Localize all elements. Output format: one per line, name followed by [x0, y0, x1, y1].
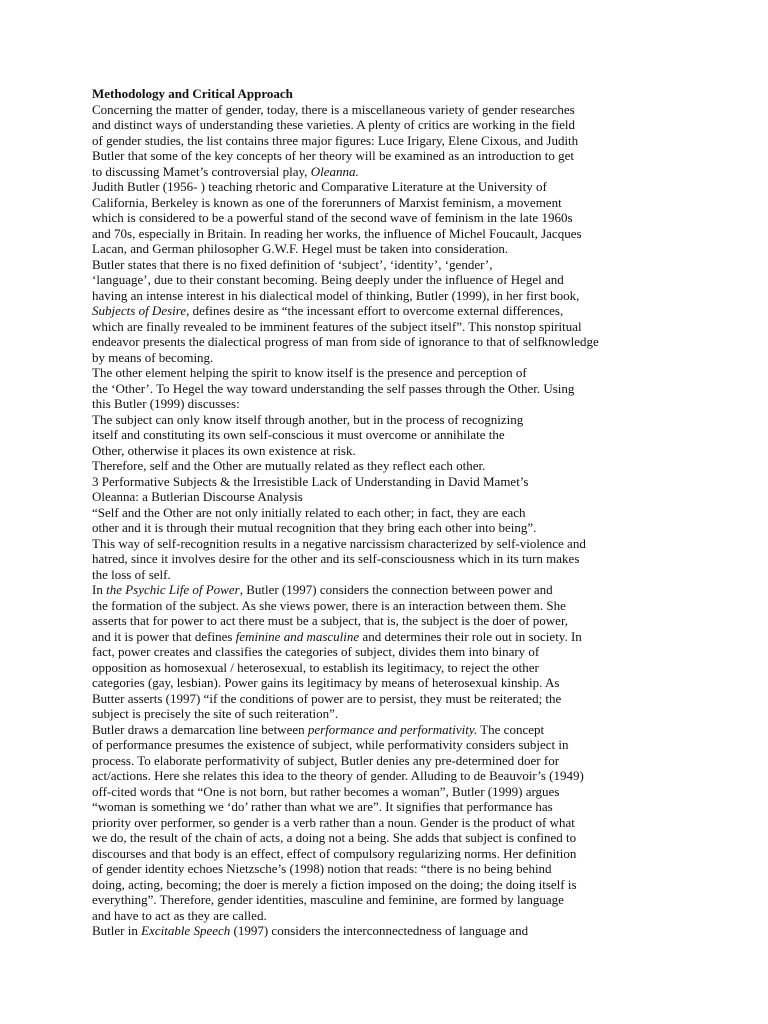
- text-segment: Other, otherwise it places its own existence at risk.: [92, 442, 356, 458]
- text-line: [92, 846, 692, 862]
- text-segment: subject is precisely the site of such reiteration”.: [92, 706, 339, 721]
- document-page: [92, 86, 692, 939]
- text-segment: we do, the result of the chain of acts, a doing not a being. She adds that subject is confined to: [92, 830, 577, 845]
- italic-text-segment: Oleanna.: [310, 163, 359, 179]
- italic-text-segment: Excitable Speech: [141, 923, 231, 938]
- section-heading: Methodology and Critical Approach: [92, 86, 293, 101]
- text-line: [92, 675, 692, 691]
- text-segment: (1997) considers the interconnectedness of language and: [230, 923, 529, 938]
- text-line: [92, 443, 692, 459]
- text-segment: of performance presumes the existence of subject, while performativity considers subject in: [92, 737, 569, 752]
- text-segment: and have to act as they are called.: [92, 907, 267, 923]
- text-segment: Butler draws a demarcation line between: [92, 721, 308, 737]
- text-line: [92, 753, 692, 769]
- text-segment: opposition as homosexual / heterosexual, to establish its legitimacy, to reject the other: [92, 659, 539, 675]
- italic-text-segment: Subjects of Desire,: [92, 303, 190, 318]
- text-line: [92, 195, 692, 211]
- text-segment: asserts that for power to act there must be a subject, that is, the subject is the doer of power,: [92, 613, 569, 628]
- text-line: [92, 660, 692, 676]
- text-line: [92, 861, 692, 877]
- text-segment: act/actions. Here she relates this idea to the theory of gender. Alluding to de Beauvoir’s (1949): [92, 768, 584, 783]
- text-line: [92, 877, 692, 893]
- text-line: [92, 923, 692, 939]
- text-segment: and 70s, especially in Britain. In reading her works, the influence of Michel Foucault, Jacques: [92, 225, 582, 241]
- text-line: [92, 706, 692, 722]
- text-line: [92, 892, 692, 908]
- text-line: [92, 815, 692, 831]
- text-segment: the loss of self.: [92, 566, 171, 582]
- text-line: [92, 582, 692, 598]
- text-segment: endeavor presents the dialectical progress of man from side of ignorance to that of selfknowledge: [92, 334, 599, 349]
- text-line: [92, 768, 692, 784]
- text-line: [92, 520, 692, 536]
- text-segment: The concept: [477, 721, 545, 737]
- text-line: [92, 474, 692, 490]
- text-segment: by means of becoming.: [92, 349, 214, 365]
- text-segment: the formation of the subject. As she views power, there is an interaction between them. She: [92, 597, 566, 613]
- text-line: [92, 226, 692, 242]
- text-segment: The subject can only know itself through another, but in the process of recognizing: [92, 411, 524, 427]
- text-segment: itself and constituting its own self-conscious it must overcome or annihilate the: [92, 427, 505, 442]
- text-line: [92, 427, 692, 443]
- text-line: [92, 908, 692, 924]
- text-segment: of gender identity echoes Nietzsche’s (1998) notion that reads: “there is no being behind: [92, 861, 552, 876]
- text-line: [92, 365, 692, 381]
- text-line: [92, 164, 692, 180]
- text-line: [92, 567, 692, 583]
- text-line: [92, 722, 692, 738]
- text-segment: Butter asserts (1997) “if the conditions of power are to persist, they must be reiterated; the: [92, 690, 562, 706]
- text-segment: ‘language’, due to their constant becoming. Being deeply under the influence of Hegel and: [92, 272, 564, 287]
- text-segment: Oleanna: a Butlerian Discourse Analysis: [92, 489, 303, 504]
- text-line: [92, 598, 692, 614]
- text-segment: categories (gay, lesbian). Power gains its legitimacy by means of heterosexual kinship. As: [92, 675, 560, 690]
- text-line: [92, 102, 692, 118]
- text-segment: the ‘Other’. To Hegel the way toward understanding the self passes through the Other. Using: [92, 380, 575, 396]
- text-segment: “Self and the Other are not only initially related to each other; in fact, they are each: [92, 504, 526, 520]
- text-segment: process. To elaborate performativity of subject, Butler denies any pre-determined doer for: [92, 752, 560, 768]
- text-line: [92, 629, 692, 645]
- text-line: [92, 319, 692, 335]
- text-line: [92, 412, 692, 428]
- text-line: [92, 303, 692, 319]
- text-line: [92, 799, 692, 815]
- text-segment: Butler states that there is no fixed definition of ‘subject’, ‘identity’, ‘gender’,: [92, 256, 493, 272]
- text-line: [92, 288, 692, 304]
- text-segment: off-cited words that “One is not born, but rather becomes a woman”, Butler (1999) argues: [92, 783, 560, 799]
- text-line: [92, 350, 692, 366]
- text-segment: everything”. Therefore, gender identities, masculine and feminine, are formed by language: [92, 892, 564, 907]
- italic-text-segment: performance and performativity.: [307, 721, 478, 737]
- text-line: [92, 505, 692, 521]
- text-segment: this Butler (1999) discusses:: [92, 396, 240, 411]
- text-line: [92, 613, 692, 629]
- text-segment: , Butler (1997) considers the connection between power and: [239, 582, 553, 597]
- text-segment: having an intense interest in his dialectical model of thinking, Butler (1999), in her first book,: [92, 287, 580, 303]
- text-segment: of gender studies, the list contains three major figures: Luce Irigary, Elene Cixous, and Judith: [92, 132, 579, 148]
- text-line: [92, 381, 692, 397]
- text-segment: In: [92, 582, 107, 597]
- text-segment: Therefore, self and the Other are mutually related as they reflect each other.: [92, 458, 486, 473]
- text-segment: “woman is something we ‘do’ rather than what we are”. It signifies that performance has: [92, 799, 553, 814]
- text-segment: and determines their role out in society. In: [359, 628, 582, 644]
- body-text: [92, 102, 692, 939]
- text-line: [92, 179, 692, 195]
- text-line: [92, 396, 692, 412]
- text-line: [92, 210, 692, 226]
- text-segment: doing, acting, becoming; the doer is merely a fiction imposed on the doing; the doing itself is: [92, 876, 577, 892]
- text-segment: which are finally revealed to be imminent features of the subject itself”. This nonstop spiritual: [92, 318, 582, 334]
- text-segment: Lacan, and German philosopher G.W.F. Hegel must be taken into consideration.: [92, 241, 509, 256]
- text-line: [92, 551, 692, 567]
- text-segment: This way of self-recognition results in a negative narcissism characterized by self-violence and: [92, 535, 586, 551]
- text-line: [92, 117, 692, 133]
- italic-text-segment: the Psychic Life of Power: [106, 582, 240, 597]
- text-segment: other and it is through their mutual recognition that they bring each other into being”.: [92, 520, 537, 535]
- text-segment: The other element helping the spirit to know itself is the presence and perception of: [92, 365, 527, 380]
- text-segment: and it is power that defines: [92, 628, 236, 644]
- text-line: [92, 737, 692, 753]
- text-segment: Judith Butler (1956- ) teaching rhetoric and Comparative Literature at the University of: [92, 179, 547, 194]
- text-line: [92, 691, 692, 707]
- text-segment: and distinct ways of understanding these varieties. A plenty of critics are working in the field: [92, 117, 576, 132]
- text-line: [92, 489, 692, 505]
- text-line: [92, 257, 692, 273]
- text-segment: Concerning the matter of gender, today, there is a miscellaneous variety of gender researches: [92, 101, 575, 117]
- text-segment: fact, power creates and classifies the categories of subject, divides them into binary of: [92, 644, 540, 659]
- text-segment: which is considered to be a powerful stand of the second wave of feminism in the late 1960s: [92, 210, 573, 225]
- text-segment: hatred, since it involves desire for the other and its self-consciousness which in its turn makes: [92, 551, 580, 566]
- text-segment: 3 Performative Subjects & the Irresistible Lack of Understanding in David Mamet’s: [92, 473, 529, 489]
- text-segment: to discussing Mamet’s controversial play,: [92, 163, 311, 179]
- text-segment: defines desire as “the incessant effort to overcome external differences,: [189, 303, 564, 318]
- italic-text-segment: feminine and masculine: [235, 628, 360, 644]
- text-segment: Butler that some of the key concepts of her theory will be examined as an introduction to get: [92, 148, 574, 163]
- text-line: [92, 830, 692, 846]
- text-line: [92, 784, 692, 800]
- text-line: [92, 148, 692, 164]
- text-segment: priority over performer, so gender is a verb rather than a noun. Gender is the product of what: [92, 814, 575, 830]
- text-segment: discourses and that body is an effect, effect of compulsory regularizing norms. Her definition: [92, 845, 577, 861]
- text-line: [92, 536, 692, 552]
- text-line: [92, 644, 692, 660]
- text-line: [92, 133, 692, 149]
- text-line: [92, 241, 692, 257]
- text-line: [92, 458, 692, 474]
- text-segment: California, Berkeley is known as one of the forerunners of Marxist feminism, a movement: [92, 194, 562, 210]
- text-line: [92, 334, 692, 350]
- text-segment: Butler in: [92, 923, 142, 938]
- text-line: [92, 272, 692, 288]
